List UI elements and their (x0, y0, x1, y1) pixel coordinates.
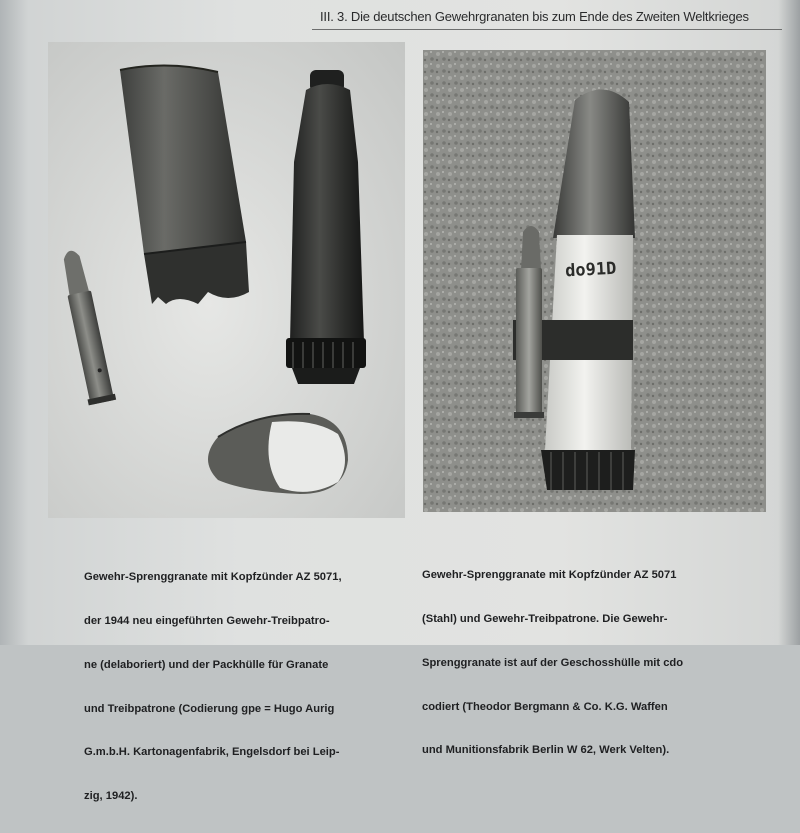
running-header: III. 3. Die deutschen Gewehrgranaten bis zum Ende des Zweiten Weltkrieges (320, 9, 749, 24)
caption-right (422, 539, 683, 787)
caption-line: G.m.b.H. Kartonagenfabrik, Engelsdorf bei Leip- (84, 746, 340, 759)
caption-line: der 1944 neu eingeführten Gewehr-Treibpatro- (84, 614, 330, 627)
caption-line: (Stahl) und Gewehr-Treibpatrone. Die Gewehr- (422, 612, 668, 625)
caption-left (84, 541, 342, 833)
caption-line: und Treibpatrone (Codierung gpe = Hugo Aurig (84, 702, 335, 715)
caption-line: ne (delaboriert) und der Packhülle für Granate (84, 658, 329, 671)
caption-line: und Munitionsfabrik Berlin W 62, Werk Velten). (422, 744, 670, 757)
page-shadow-left (0, 0, 28, 645)
caption-line: Gewehr-Sprenggranate mit Kopfzünder AZ 5071, (84, 571, 342, 584)
stencil-code: do91D (564, 258, 617, 282)
photo-grenade-cartridge-packaging (48, 42, 405, 518)
page-shadow-right (778, 0, 800, 645)
caption-line: codiert (Theodor Bergmann & Co. K.G. Waffen (422, 700, 668, 713)
caption-line: Sprenggranate ist auf der Geschosshülle mit cdo (422, 656, 684, 669)
header-rule (312, 29, 782, 30)
caption-line: Gewehr-Sprenggranate mit Kopfzünder AZ 5071 (422, 569, 677, 582)
photo-grenade-steel (423, 50, 766, 512)
caption-line: zig, 1942). (84, 790, 138, 803)
